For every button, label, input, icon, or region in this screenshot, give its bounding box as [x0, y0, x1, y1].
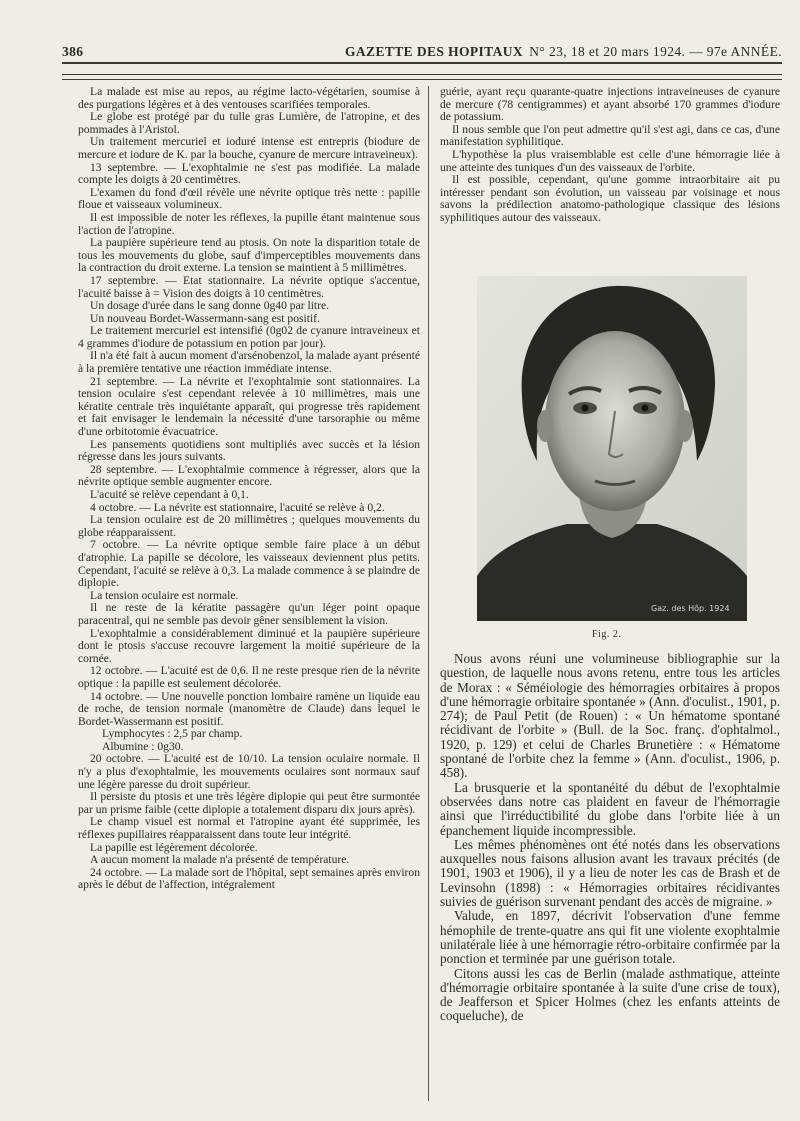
patient-photograph [477, 276, 747, 621]
paragraph: Albumine : 0g30. [102, 739, 184, 753]
photo-credit: Gaz. des Hôp. 1924 [651, 604, 730, 613]
paragraph: 17 septembre. — Etat stationnaire. La névrite optique s'accentue, l'acuité baisse à = Vision des doigts à 10 centimètres. [78, 273, 420, 300]
figure-caption: Fig. 2. [592, 629, 622, 640]
paragraph: Il nous semble que l'on peut admettre qu'il s'est agi, dans ce cas, d'une manifestation syphilitique. [440, 122, 780, 149]
paragraph: Il ne reste de la kératite passagère qu'un léger point opaque paracentral, qui ne semble pas devoir gêner sensiblement la vision. [78, 601, 420, 627]
paragraph: L'examen du fond d'œil révèle une névrite optique très nette : papille floue et vaisseaux volumineux. [78, 185, 420, 212]
publication-title: GAZETTE DES HOPITAUX [345, 44, 524, 59]
paragraph: L'hypothèse la plus vraisemblable est celle d'une hémorragie liée à une atteinte des tuniques d'un des vaisseaux de l'orbite. [440, 147, 780, 174]
paragraph: Nous avons réuni une volumineuse bibliographie sur la question, de laquelle nous avons retenu, entre tous les articles de Morax : « Séméiologie des hémorragies orbitaires à propos d'une hémorragie orbitaire spontanée » (Ann. d'oculist., 1901, p. 274); de Paul Petit (de Rouen) : « Un hématome spontané récidivant de l'orbite » (Bull. de la Soc. franç. d'ophtalmol., 1920, p. 129) et celui de Charles Brunetière : « Hématome spontané de l'orbite chez la femme » (Ann. d'oculist., 1906, p. 458). [440, 651, 780, 781]
paragraph: Il est possible, cependant, qu'une gomme intraorbitaire ait pu intéresser pendant son évolution, un vaisseau par voisinage et nous savons la prédilection anatomo-pathologique classique des lésions syphilitiques autour des vaisseaux. [440, 173, 780, 224]
header-rule-thin-2 [62, 79, 782, 80]
paragraph: 28 septembre. — L'exophtalmie commence à régresser, alors que la névrite optique semble augmenter encore. [78, 462, 420, 489]
paragraph: Un dosage d'urée dans le sang donne 0g40 par litre. [90, 299, 330, 313]
paragraph: 21 septembre. — La névrite et l'exophtalmie sont stationnaires. La tension oculaire s'est cependant relevée à 10 millimètres, mais une kératite centrale très inquiétante apparaît, qui progresse très rapidement et fait envisager le lendemain la nécessité d'une tarsoraphie ou même d'une orbitotomie évacuatrice. [78, 374, 420, 439]
paragraph: guérie, ayant reçu quarante-quatre injections intraveineuses de cyanure de mercure (78 centigrammes) et ayant absorbé 170 grammes d'iodure de potassium. [440, 85, 780, 124]
issue-info: N° 23, 18 et 20 mars 1924. — 97e ANNÉE. [529, 44, 782, 59]
paragraph: Les mêmes phénomènes ont été notés dans les observations auxquelles nous faisons allusion avant les travaux précités (de 1901, 1903 et 1906), il y a lieu de noter les cas de Brash et de Levinsohn (1898) : « Hémorragies orbitaires récidivantes suivies de guérison survenant pendant des accès de migraine. » [440, 836, 780, 910]
paragraph: Il est impossible de noter les réflexes, la pupille étant maintenue sous l'action de l'atropine. [78, 210, 420, 237]
paragraph: Un traitement mercuriel et ioduré intense est entrepris (biodure de mercure et iodure de K. par la bouche, cyanure de mercure intraveineux). [78, 135, 420, 161]
paragraph: Un nouveau Bordet-Wassermann-sang est positif. [90, 311, 320, 325]
paragraph: 4 octobre. — La névrite est stationnaire, l'acuité se relève à 0,2. [90, 500, 385, 514]
header-rule [62, 62, 782, 64]
paragraph: Citons aussi les cas de Berlin (malade asthmatique, atteinte d'hémorragie orbitaire spontanée à la suite d'une crise de toux), de Jeafferson et Spicer Holmes (chez les enfants atteints de coqueluche), de [440, 965, 780, 1024]
paragraph: L'exophtalmie a considérablement diminué et la paupière supérieure dont le ptosis s'accuse recouvre largement la moitié supérieure de la cornée. [78, 626, 420, 665]
page-header [62, 40, 782, 62]
paragraph: 24 octobre. — La malade sort de l'hôpital, sept semaines après environ après le début de l'affection, intégralement [78, 865, 420, 892]
page-number: 386 [62, 44, 84, 59]
paragraph: Valude, en 1897, décrivit l'observation d'une femme hémophile de trente-quatre ans qui fit une violente exophtalmie unilatérale liée à une hémorragie rétro-orbitaire confirmée par la ponction et terminée par une guérison totale. [440, 908, 780, 967]
paragraph: A aucun moment la malade n'a présenté de température. [90, 853, 350, 867]
paragraph: Le traitement mercuriel est intensifié (0g02 de cyanure intraveineux et 4 grammes d'iodure de potassium en potion par jour). [78, 324, 420, 350]
paragraph: La tension oculaire est de 20 millimètres ; quelques mouvements du globe réapparaissent. [78, 513, 420, 539]
left-column [78, 86, 420, 892]
paragraph: La papille est légèrement décolorée. [90, 840, 258, 854]
paragraph: 12 octobre. — L'acuité est de 0,6. Il ne reste presque rien de la névrite optique : la papille est seulement décolorée. [78, 664, 420, 690]
paragraph: La paupière supérieure tend au ptosis. On note la disparition totale de tous les mouvements du globe, sauf d'imperceptibles mouvements dans la contraction du droit externe. La tension se maintient à 5 millimètres. [78, 236, 420, 275]
paragraph: 7 octobre. — La névrite optique semble faire place à un début d'atrophie. La papille se décolore, les vaisseaux deviennent plus petits. Cependant, l'acuité se relève à 0,3. La malade commence à se plaindre de diplopie. [78, 538, 420, 590]
paragraph: Le globe est protégé par du tulle gras Lumière, de l'atropine, et des pommades à l'Aristol. [78, 110, 420, 136]
paragraph: Les pansements quotidiens sont multipliés avec succès et la lésion régresse dans les jours suivants. [78, 437, 420, 464]
right-column-top [440, 86, 780, 225]
paragraph: Lymphocytes : 2,5 par champ. [102, 727, 243, 741]
paragraph: Il persiste du ptosis et une très légère diplopie qui peut être surmontée par un prisme faible (cette diplopie a totalement disparu dix jours après). [78, 790, 420, 816]
paragraph: 13 septembre. — L'exophtalmie ne s'est pas modifiée. La malade compte les doigts à 20 centimètres. [78, 160, 420, 187]
paragraph: La tension oculaire est normale. [90, 588, 239, 602]
header-rule-thin [62, 74, 782, 75]
paragraph: Il n'a été fait à aucun moment d'arsénobenzol, la malade ayant présenté à la première tentative une réaction immédiate intense. [78, 349, 420, 376]
paragraph: 14 octobre. — Une nouvelle ponction lombaire ramène un liquide eau de roche, de tension normale (manomètre de Claude) dans lequel le Bordet-Wassermann est positif. [78, 689, 420, 728]
paragraph: La malade est mise au repos, au régime lacto-végétarien, soumise à des purgations légères et à des ventouses scarifiées temporales. [78, 85, 420, 111]
paragraph: La brusquerie et la spontanéité du début de l'exophtalmie observées dans notre cas plaident en faveur de l'hémorragie ainsi que l'irréductibilité du globe dans l'orbite liée à un épanchement liquide incompressible. [440, 779, 780, 838]
paragraph: 20 octobre. — L'acuité est de 10/10. La tension oculaire normale. Il n'y a plus d'exophtalmie, les mouvements oculaires sont normaux sauf une légère paresse du droit supérieur. [78, 752, 420, 791]
paragraph: L'acuité se relève cependant à 0,1. [90, 488, 249, 501]
right-column-bottom [440, 652, 780, 1024]
column-divider [428, 86, 429, 1101]
paragraph: Le champ visuel est normal et l'atropine ayant été supprimée, les réflexes pupillaires réapparaissent dans toute leur intégrité. [78, 815, 420, 842]
